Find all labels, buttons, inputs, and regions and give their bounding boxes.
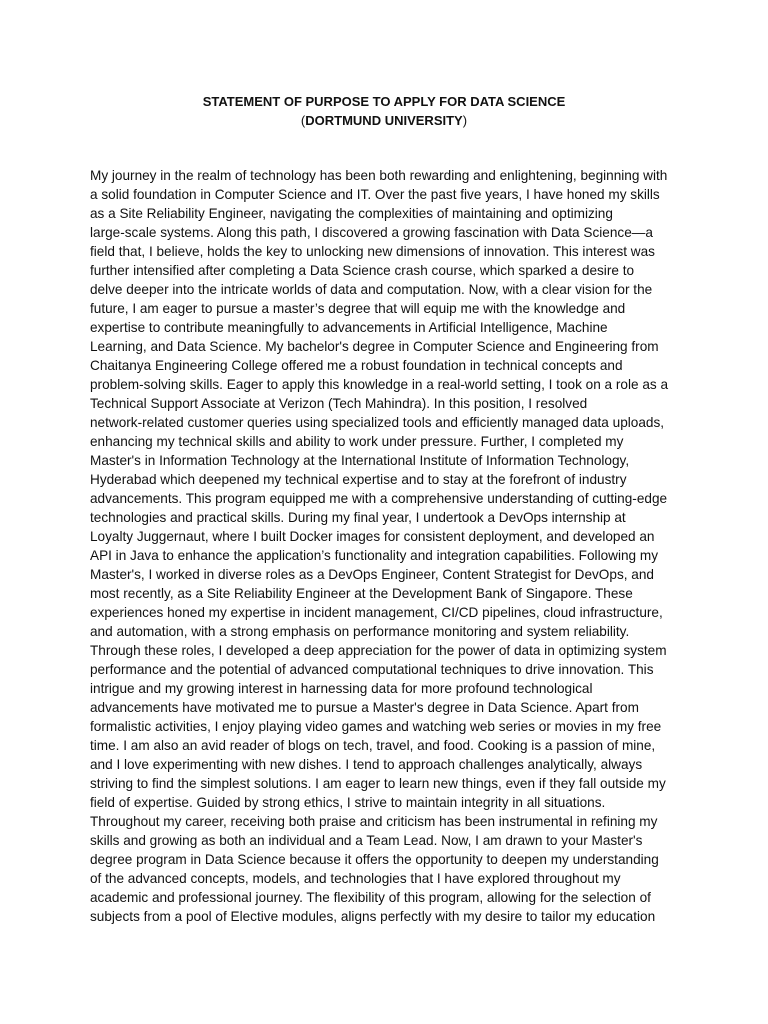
body-line: future, I am eager to pursue a master’s degree that will equip me with the knowledge and bbox=[90, 301, 626, 316]
title-close-paren: ) bbox=[462, 113, 468, 128]
document-title bbox=[0, 92, 768, 130]
body-line: Chaitanya Engineering College offered me a robust foundation in technical concepts and bbox=[90, 358, 623, 373]
body-line: experiences honed my expertise in incident management, CI/CD pipelines, cloud infrastructure, bbox=[90, 605, 663, 620]
body-line: of the advanced concepts, models, and technologies that I have explored throughout my bbox=[90, 871, 621, 886]
body-line: further intensified after completing a Data Science crash course, which sparked a desire to bbox=[90, 263, 635, 278]
body-line: Loyalty Juggernaut, where I built Docker images for consistent deployment, and developed an bbox=[90, 529, 655, 544]
body-line: API in Java to enhance the application’s functionality and integration capabilities. Following my bbox=[90, 548, 659, 563]
title-line-2 bbox=[0, 111, 768, 130]
body-line: and I love experimenting with new dishes. I tend to approach challenges analytically, always bbox=[90, 757, 643, 772]
body-line: expertise to contribute meaningfully to advancements in Artificial Intelligence, Machine bbox=[90, 320, 608, 335]
body-line: field that, I believe, holds the key to unlocking new dimensions of innovation. This interest was bbox=[90, 244, 655, 259]
body-line: enhancing my technical skills and ability to work under pressure. Further, I completed my bbox=[90, 434, 624, 449]
body-line: Throughout my career, receiving both praise and criticism has been instrumental in refining my bbox=[90, 814, 658, 829]
body-line: field of expertise. Guided by strong ethics, I strive to maintain integrity in all situations. bbox=[90, 795, 606, 810]
body-line: delve deeper into the intricate worlds of data and computation. Now, with a clear vision for the bbox=[90, 282, 653, 297]
university-name: DORTMUND UNIVERSITY bbox=[305, 113, 463, 128]
title-line-1: STATEMENT OF PURPOSE TO APPLY FOR DATA SCIENCE bbox=[202, 94, 566, 109]
body-line: Master's, I worked in diverse roles as a DevOps Engineer, Content Strategist for DevOps, and bbox=[90, 567, 654, 582]
body-line: subjects from a pool of Elective modules, aligns perfectly with my desire to tailor my education bbox=[90, 909, 656, 924]
body-line: degree program in Data Science because it offers the opportunity to deepen my understanding bbox=[90, 852, 659, 867]
body-line: Hyderabad which deepened my technical expertise and to stay at the forefront of industry bbox=[90, 472, 627, 487]
body-line: Master's in Information Technology at the International Institute of Information Technology, bbox=[90, 453, 630, 468]
body-line: as a Site Reliability Engineer, navigating the complexities of maintaining and optimizing bbox=[90, 206, 613, 221]
body-line: intrigue and my growing interest in harnessing data for more profound technological bbox=[90, 681, 593, 696]
body-line: technologies and practical skills. During my final year, I undertook a DevOps internship at bbox=[90, 510, 626, 525]
body-line: advancements. This program equipped me with a comprehensive understanding of cutting-edge bbox=[90, 491, 668, 506]
body-line: performance and the potential of advanced computational techniques to drive innovation. This bbox=[90, 662, 654, 677]
body-line: most recently, as a Site Reliability Engineer at the Development Bank of Singapore. These bbox=[90, 586, 633, 601]
body-line: Technical Support Associate at Verizon (Tech Mahindra). In this position, I resolved bbox=[90, 396, 588, 411]
body-line: time. I am also an avid reader of blogs on tech, travel, and food. Cooking is a passion of mine, bbox=[90, 738, 656, 753]
body-line: My journey in the realm of technology has been both rewarding and enlightening, beginning with bbox=[90, 168, 668, 183]
body-line: large-scale systems. Along this path, I discovered a growing fascination with Data Science—a bbox=[90, 225, 653, 240]
body-line: skills and growing as both an individual and a Team Lead. Now, I am drawn to your Master's bbox=[90, 833, 643, 848]
title-open-paren: ( bbox=[300, 113, 306, 128]
body-line: advancements have motivated me to pursue a Master's degree in Data Science. Apart from bbox=[90, 700, 639, 715]
body-line: striving to find the simplest solutions. I am eager to learn new things, even if they fall outside my bbox=[90, 776, 666, 791]
body-line: problem-solving skills. Eager to apply this knowledge in a real-world setting, I took on a role as a bbox=[90, 377, 669, 392]
body-line: network-related customer queries using specialized tools and efficiently managed data uploads, bbox=[90, 415, 665, 430]
body-line: Learning, and Data Science. My bachelor's degree in Computer Science and Engineering from bbox=[90, 339, 659, 354]
body-line: formalistic activities, I enjoy playing video games and watching web series or movies in my free bbox=[90, 719, 662, 734]
body-line: academic and professional journey. The flexibility of this program, allowing for the selection of bbox=[90, 890, 651, 905]
body-line: Through these roles, I developed a deep appreciation for the power of data in optimizing system bbox=[90, 643, 667, 658]
statement-body bbox=[90, 166, 690, 926]
body-line: and automation, with a strong emphasis on performance monitoring and system reliability. bbox=[90, 624, 630, 639]
body-line: a solid foundation in Computer Science and IT. Over the past five years, I have honed my skills bbox=[90, 187, 660, 202]
